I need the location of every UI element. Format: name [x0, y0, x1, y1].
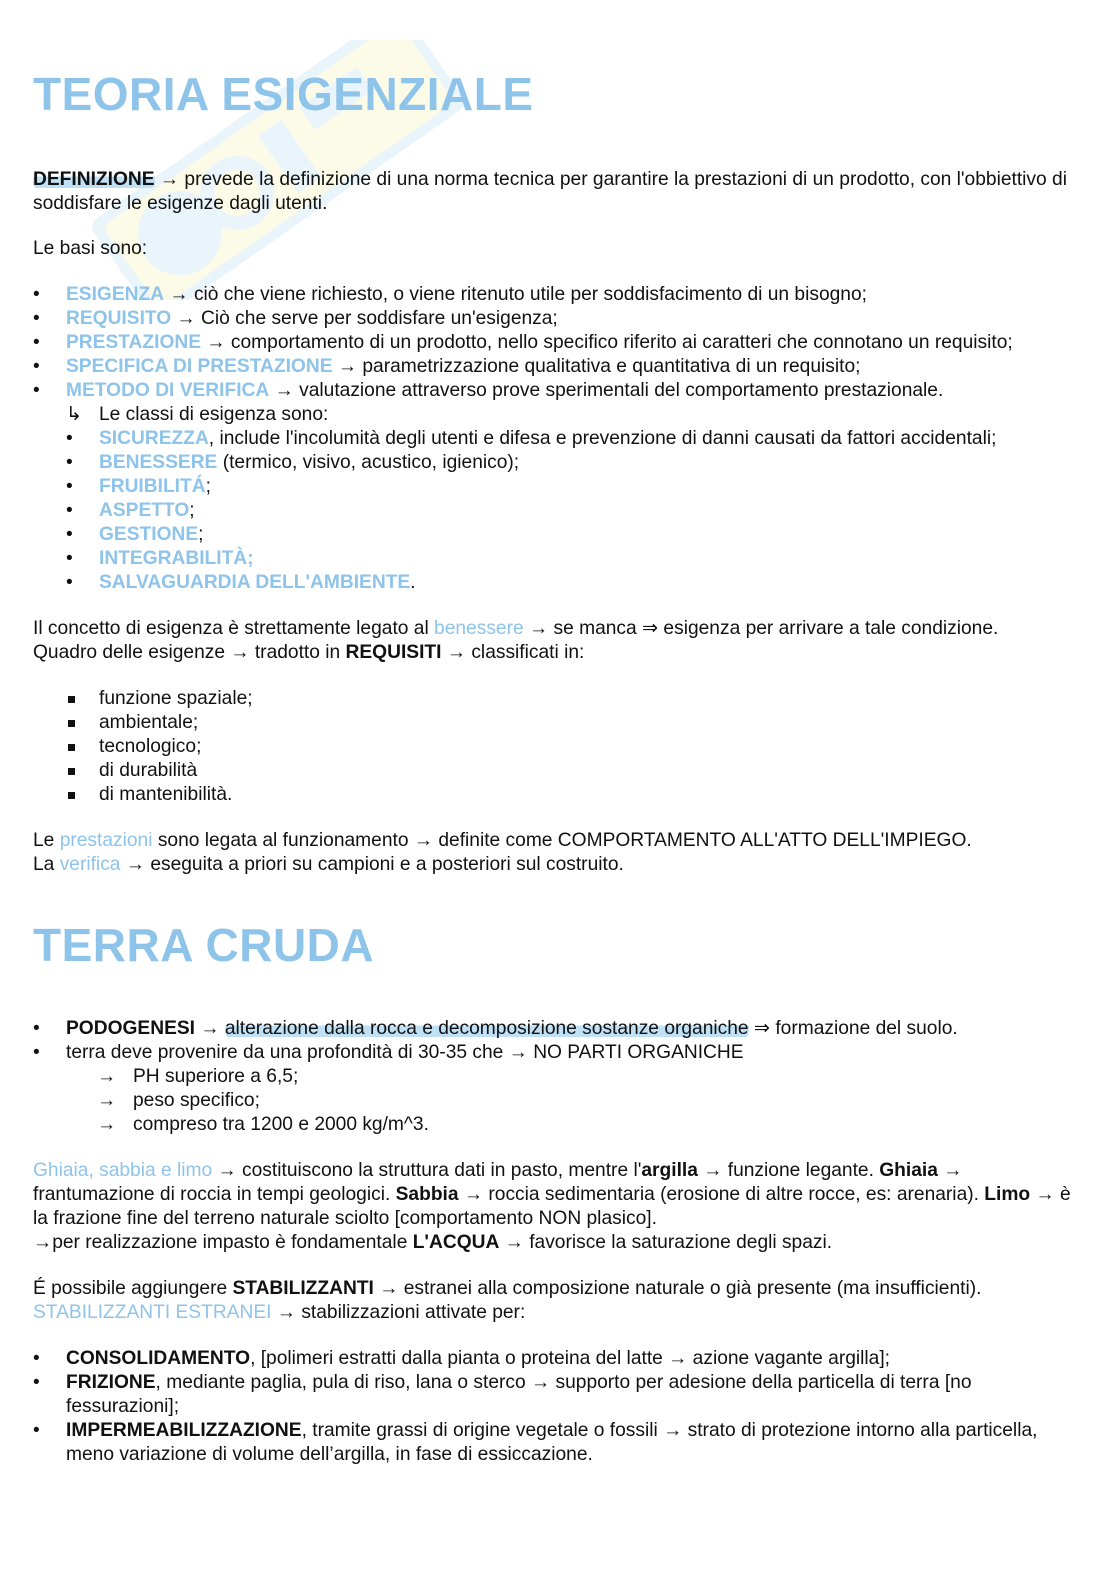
stab-term: FRIZIONE — [66, 1372, 156, 1393]
podo-term: PODOGENESI — [66, 1018, 196, 1039]
basi-term: METODO DI VERIFICA — [66, 380, 270, 401]
classi-term: GESTIONE — [99, 524, 199, 545]
basi-text: → valutazione attraverso prove sperimentali del comportamento prestazionale. — [269, 380, 944, 401]
concetto-text-b: → se manca ⇒ esigenza per arrivare a tale condizione. — [523, 618, 999, 639]
section-title-terra-cruda: TERRA CRUDA — [33, 919, 375, 971]
list-item — [33, 783, 1083, 807]
prest-text-a: Le — [33, 830, 60, 851]
requisito-text: ambientale; — [99, 712, 199, 733]
bullet-icon: • — [66, 524, 73, 545]
basi-text: → ciò che viene richiesto, o viene ritenuto utile per soddisfacimento di un bisogno; — [164, 284, 867, 305]
ver-term: verifica — [59, 854, 121, 875]
basi-text: → parametrizzazione qualitativa e quantitativa di un requisito; — [332, 356, 861, 377]
requisito-text: tecnologico; — [99, 736, 202, 757]
sabbia-text: → roccia sedimentaria (erosione di altre rocce, es: arenaria). — [458, 1184, 985, 1205]
classi-term: INTEGRABILITÀ; — [99, 548, 254, 569]
stab-text: , tramite grassi di origine vegetale o fossili → strato di protezione intorno alla particella, meno variazione di volume dell’argilla, in fase di essiccazione. — [66, 1420, 1038, 1465]
bullet-icon: • — [33, 284, 40, 305]
list-item — [33, 1041, 1083, 1065]
limo-bold: Limo — [984, 1184, 1031, 1205]
list-item — [33, 499, 1083, 523]
arrow-icon: → — [97, 1066, 117, 1087]
verifica-paragraph — [33, 853, 1083, 877]
list-item — [33, 1419, 1083, 1467]
bullet-icon: • — [33, 1348, 40, 1369]
classi-list — [33, 427, 1083, 595]
podo-text-b: ⇒ formazione del suolo. — [748, 1018, 958, 1039]
ghiaia-term: Ghiaia, sabbia e limo — [33, 1160, 213, 1181]
basi-text: → Ciò che serve per soddisfare un'esigenza; — [171, 308, 558, 329]
stabilizzazioni-list — [33, 1347, 1083, 1467]
list-item — [33, 711, 1083, 735]
stab-term: CONSOLIDAMENTO — [66, 1348, 251, 1369]
list-item — [33, 1017, 1083, 1041]
classi-text: ; — [198, 524, 204, 545]
document-page — [33, 62, 1083, 1467]
list-item — [33, 427, 1083, 451]
list-item — [33, 1065, 1083, 1089]
classi-text: (termico, visivo, acustico, igienico); — [217, 452, 520, 473]
acqua-text-a: →per realizzazione impasto è fondamentale — [33, 1232, 413, 1253]
stabilizzanti-paragraph — [33, 1277, 1083, 1301]
stab-text: , mediante paglia, pula di riso, lana o sterco → supporto per adesione della particella di terra [no fessurazioni]; — [66, 1372, 972, 1417]
stab-text-b: → estranei alla composizione naturale o già presente (ma insufficienti). — [373, 1278, 982, 1299]
classi-term: BENESSERE — [99, 452, 218, 473]
ghiaia-bold: Ghiaia — [879, 1160, 938, 1181]
requisito-text: di durabilità — [99, 760, 198, 781]
classi-term: FRUIBILITÁ — [99, 476, 206, 497]
list-item — [33, 307, 1083, 331]
list-item — [33, 523, 1083, 547]
podogenesi-list — [33, 1017, 1083, 1137]
list-item — [33, 1089, 1083, 1113]
prest-term: prestazioni — [59, 830, 153, 851]
ghiaia-paragraph — [33, 1159, 1083, 1231]
stab-text-a: É possibile aggiungere — [33, 1278, 233, 1299]
bullet-icon: • — [66, 572, 73, 593]
ghiaia-text-a: → costituiscono la struttura dati in pasto, mentre l' — [212, 1160, 642, 1181]
sabbia-bold: Sabbia — [395, 1184, 459, 1205]
list-item — [33, 451, 1083, 475]
quadro-term: REQUISITI — [345, 642, 442, 663]
bullet-icon: • — [66, 476, 73, 497]
stab-bold: STABILIZZANTI — [232, 1278, 374, 1299]
definition-term: DEFINIZIONE — [33, 169, 155, 190]
acqua-bold: L'ACQUA — [412, 1232, 500, 1253]
list-item — [33, 379, 1083, 403]
ghiaia-text-b: → funzione legante. — [697, 1160, 880, 1181]
list-item — [33, 355, 1083, 379]
classi-text: . — [410, 572, 416, 593]
estranei-paragraph — [33, 1301, 1083, 1325]
classi-term: SICUREZZA — [99, 428, 209, 449]
classi-term: SALVAGUARDIA DELL'AMBIENTE — [99, 572, 411, 593]
list-item — [33, 1113, 1083, 1137]
bullet-icon: • — [33, 332, 40, 353]
concetto-text-a: Il concetto di esigenza è strettamente legato al — [33, 618, 435, 639]
ver-text-b: → eseguita a priori su campioni e a posteriori sul costruito. — [120, 854, 624, 875]
basi-list — [33, 283, 1083, 403]
requisiti-list — [33, 687, 1083, 807]
list-item — [33, 759, 1083, 783]
quadro-paragraph — [33, 641, 1083, 665]
basi-text: → comportamento di un prodotto, nello specifico riferito ai caratteri che connotano un requisito; — [201, 332, 1013, 353]
arrow-icon: → — [97, 1114, 117, 1135]
bullet-icon: • — [66, 428, 73, 449]
basi-term: PRESTAZIONE — [66, 332, 202, 353]
argilla-term: argilla — [641, 1160, 698, 1181]
limo-text: → è la frazione fine del terreno naturale sciolto [comportamento NON plasico]. — [33, 1184, 1071, 1229]
arrow-icon: → — [97, 1090, 117, 1111]
square-bullet-icon — [68, 744, 75, 751]
list-item — [33, 331, 1083, 355]
estr-text-b: → stabilizzazioni attivate per: — [271, 1302, 526, 1323]
list-item — [33, 1347, 1083, 1371]
ver-text-a: La — [33, 854, 60, 875]
square-bullet-icon — [68, 792, 75, 799]
estr-term: STABILIZZANTI ESTRANEI — [33, 1302, 272, 1323]
bullet-icon: • — [66, 548, 73, 569]
classi-text: ; — [189, 500, 195, 521]
basi-term: SPECIFICA DI PRESTAZIONE — [66, 356, 333, 377]
classi-intro-text: Le classi di esigenza sono: — [99, 404, 329, 425]
sub-arrow-icon: ↳ — [66, 404, 83, 425]
prestazioni-paragraph — [33, 829, 1083, 853]
ghiaia-text-c: → frantumazione di roccia in tempi geologici. — [33, 1160, 963, 1205]
basi-term: ESIGENZA — [66, 284, 165, 305]
definition-paragraph — [33, 168, 1083, 216]
list-item — [33, 571, 1083, 595]
quadro-text-a: Quadro delle esigenze → tradotto in — [33, 642, 346, 663]
classi-text: ; — [205, 476, 211, 497]
square-bullet-icon — [68, 696, 75, 703]
requisito-text: funzione spaziale; — [99, 688, 253, 709]
bullet-icon: • — [33, 356, 40, 377]
classi-term: ASPETTO — [99, 500, 190, 521]
list-item — [33, 1371, 1083, 1419]
list-item — [33, 283, 1083, 307]
stab-text: , [polimeri estratti dalla pianta o proteina del latte → azione vagante argilla]; — [250, 1348, 891, 1369]
prest-text-b: sono legata al funzionamento → definite come COMPORTAMENTO ALL'ATTO DELL'IMPIEGO. — [152, 830, 972, 851]
requisito-text: di mantenibilità. — [99, 784, 233, 805]
list-item — [33, 547, 1083, 571]
sub-text: peso specifico; — [133, 1090, 260, 1111]
bullet-icon: • — [33, 1018, 40, 1039]
list-item — [33, 687, 1083, 711]
bullet-icon: • — [66, 500, 73, 521]
bullet-icon: • — [33, 1042, 40, 1063]
classi-text: , include l'incolumità degli utenti e difesa e prevenzione di danni causati da fattori accidentali; — [208, 428, 997, 449]
podo-highlight: alterazione dalla rocca e decomposizione sostanze organiche — [224, 1018, 749, 1039]
bullet-icon: • — [33, 1420, 40, 1441]
acqua-text-b: → favorisce la saturazione degli spazi. — [499, 1232, 833, 1253]
concetto-paragraph — [33, 617, 1083, 641]
podo-arrow: → — [195, 1018, 225, 1039]
quadro-text-b: → classificati in: — [441, 642, 585, 663]
concetto-term: benessere — [434, 618, 524, 639]
bullet-icon: • — [66, 452, 73, 473]
square-bullet-icon — [68, 768, 75, 775]
basi-term: REQUISITO — [66, 308, 172, 329]
page-title: TEORIA ESIGENZIALE — [33, 68, 534, 120]
definition-text: → prevede la definizione di una norma tecnica per garantire la prestazioni di un prodotto, con l'obbiettivo di soddisfare le esigenze dagli utenti. — [33, 169, 1067, 214]
terra-text: terra deve provenire da una profondità di 30-35 che → NO PARTI ORGANICHE — [66, 1042, 744, 1063]
bullet-icon: • — [33, 380, 40, 401]
bullet-icon: • — [33, 308, 40, 329]
sub-text: compreso tra 1200 e 2000 kg/m^3. — [133, 1114, 429, 1135]
list-item — [33, 475, 1083, 499]
stab-term: IMPERMEABILIZZAZIONE — [66, 1420, 302, 1441]
classi-intro — [33, 403, 1083, 427]
basi-intro: Le basi sono: — [33, 238, 148, 259]
sub-text: PH superiore a 6,5; — [133, 1066, 299, 1087]
acqua-paragraph — [33, 1231, 1083, 1255]
bullet-icon: • — [33, 1372, 40, 1393]
square-bullet-icon — [68, 720, 75, 727]
list-item — [33, 735, 1083, 759]
